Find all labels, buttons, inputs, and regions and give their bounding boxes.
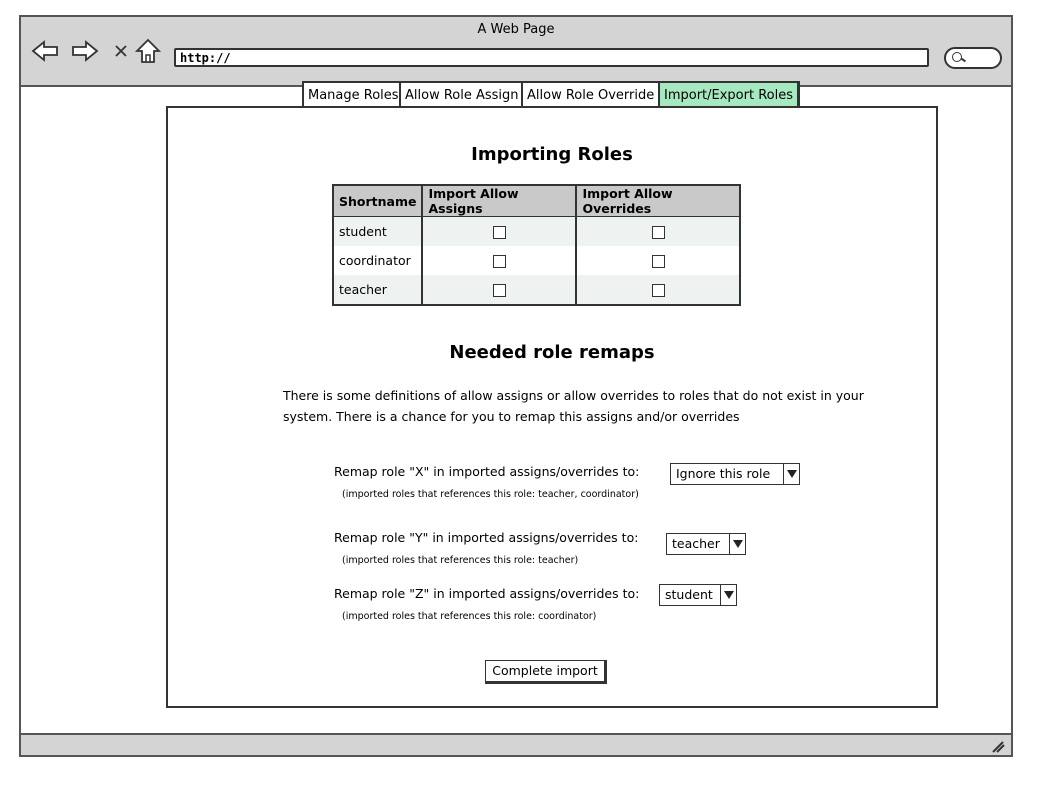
search-button[interactable] — [944, 47, 1002, 69]
remap-y-label: Remap role "Y" in imported assigns/overrides to: — [334, 530, 639, 545]
role-remaps-title: Needed role remaps — [449, 342, 655, 363]
content-panel — [166, 106, 938, 708]
row-shortname: coordinator — [333, 246, 422, 275]
chevron-down-icon — [729, 534, 745, 554]
allow-assigns-checkbox[interactable] — [493, 226, 506, 239]
tab-allow-role-assign[interactable]: Allow Role Assign — [399, 81, 526, 106]
remap-y-select[interactable] — [666, 533, 746, 555]
tab-import-export-roles[interactable]: Import/Export Roles — [658, 81, 800, 106]
remap-z-select[interactable] — [659, 584, 737, 606]
browser-titlebar — [21, 17, 1011, 87]
remap-z-selected: student — [665, 587, 713, 602]
home-icon[interactable] — [134, 37, 162, 65]
browser-statusbar — [21, 733, 1011, 755]
table-row — [333, 217, 740, 247]
import-roles-table — [332, 184, 741, 306]
col-shortname: Shortname — [333, 185, 422, 217]
remap-y-selected: teacher — [672, 536, 720, 551]
remap-y-note: (imported roles that references this role: teacher) — [342, 555, 579, 566]
arrow-left-icon[interactable] — [31, 37, 59, 65]
tab-allow-role-override[interactable]: Allow Role Override — [521, 81, 661, 106]
chevron-down-icon — [720, 585, 736, 605]
resize-grip-icon[interactable] — [991, 738, 1005, 752]
remap-z-label: Remap role "Z" in imported assigns/overrides to: — [334, 586, 640, 601]
url-text: http:// — [180, 51, 231, 65]
allow-overrides-checkbox[interactable] — [652, 226, 665, 239]
remap-x-label: Remap role "X" in imported assigns/overrides to: — [334, 464, 640, 479]
table-row — [333, 275, 740, 305]
tab-manage-roles[interactable]: Manage Roles — [302, 81, 406, 106]
close-icon[interactable] — [107, 37, 135, 65]
arrow-right-icon[interactable] — [71, 37, 99, 65]
url-input[interactable] — [174, 48, 929, 67]
remap-x-note: (imported roles that references this role: teacher, coordinator) — [342, 489, 639, 500]
window-title: A Web Page — [477, 22, 555, 37]
remaps-intro-text: There is some definitions of allow assigns or allow overrides to roles that do not exist in your system. There is a chance for you to remap this assigns and/or overrides — [283, 388, 864, 424]
row-shortname: student — [333, 217, 422, 247]
importing-roles-title: Importing Roles — [471, 144, 633, 165]
allow-assigns-checkbox[interactable] — [493, 284, 506, 297]
row-shortname: teacher — [333, 275, 422, 305]
allow-assigns-checkbox[interactable] — [493, 255, 506, 268]
remap-x-select[interactable] — [670, 463, 800, 485]
table-row — [333, 246, 740, 275]
search-icon — [952, 52, 962, 62]
col-import-allow-overrides: Import Allow Overrides — [576, 185, 740, 217]
remap-x-selected: Ignore this role — [676, 466, 771, 481]
allow-overrides-checkbox[interactable] — [652, 255, 665, 268]
chevron-down-icon — [783, 464, 799, 484]
allow-overrides-checkbox[interactable] — [652, 284, 665, 297]
col-import-allow-assigns: Import Allow Assigns — [422, 185, 576, 217]
complete-import-button[interactable]: Complete import — [485, 660, 607, 684]
remap-z-note: (imported roles that references this role: coordinator) — [342, 611, 597, 622]
